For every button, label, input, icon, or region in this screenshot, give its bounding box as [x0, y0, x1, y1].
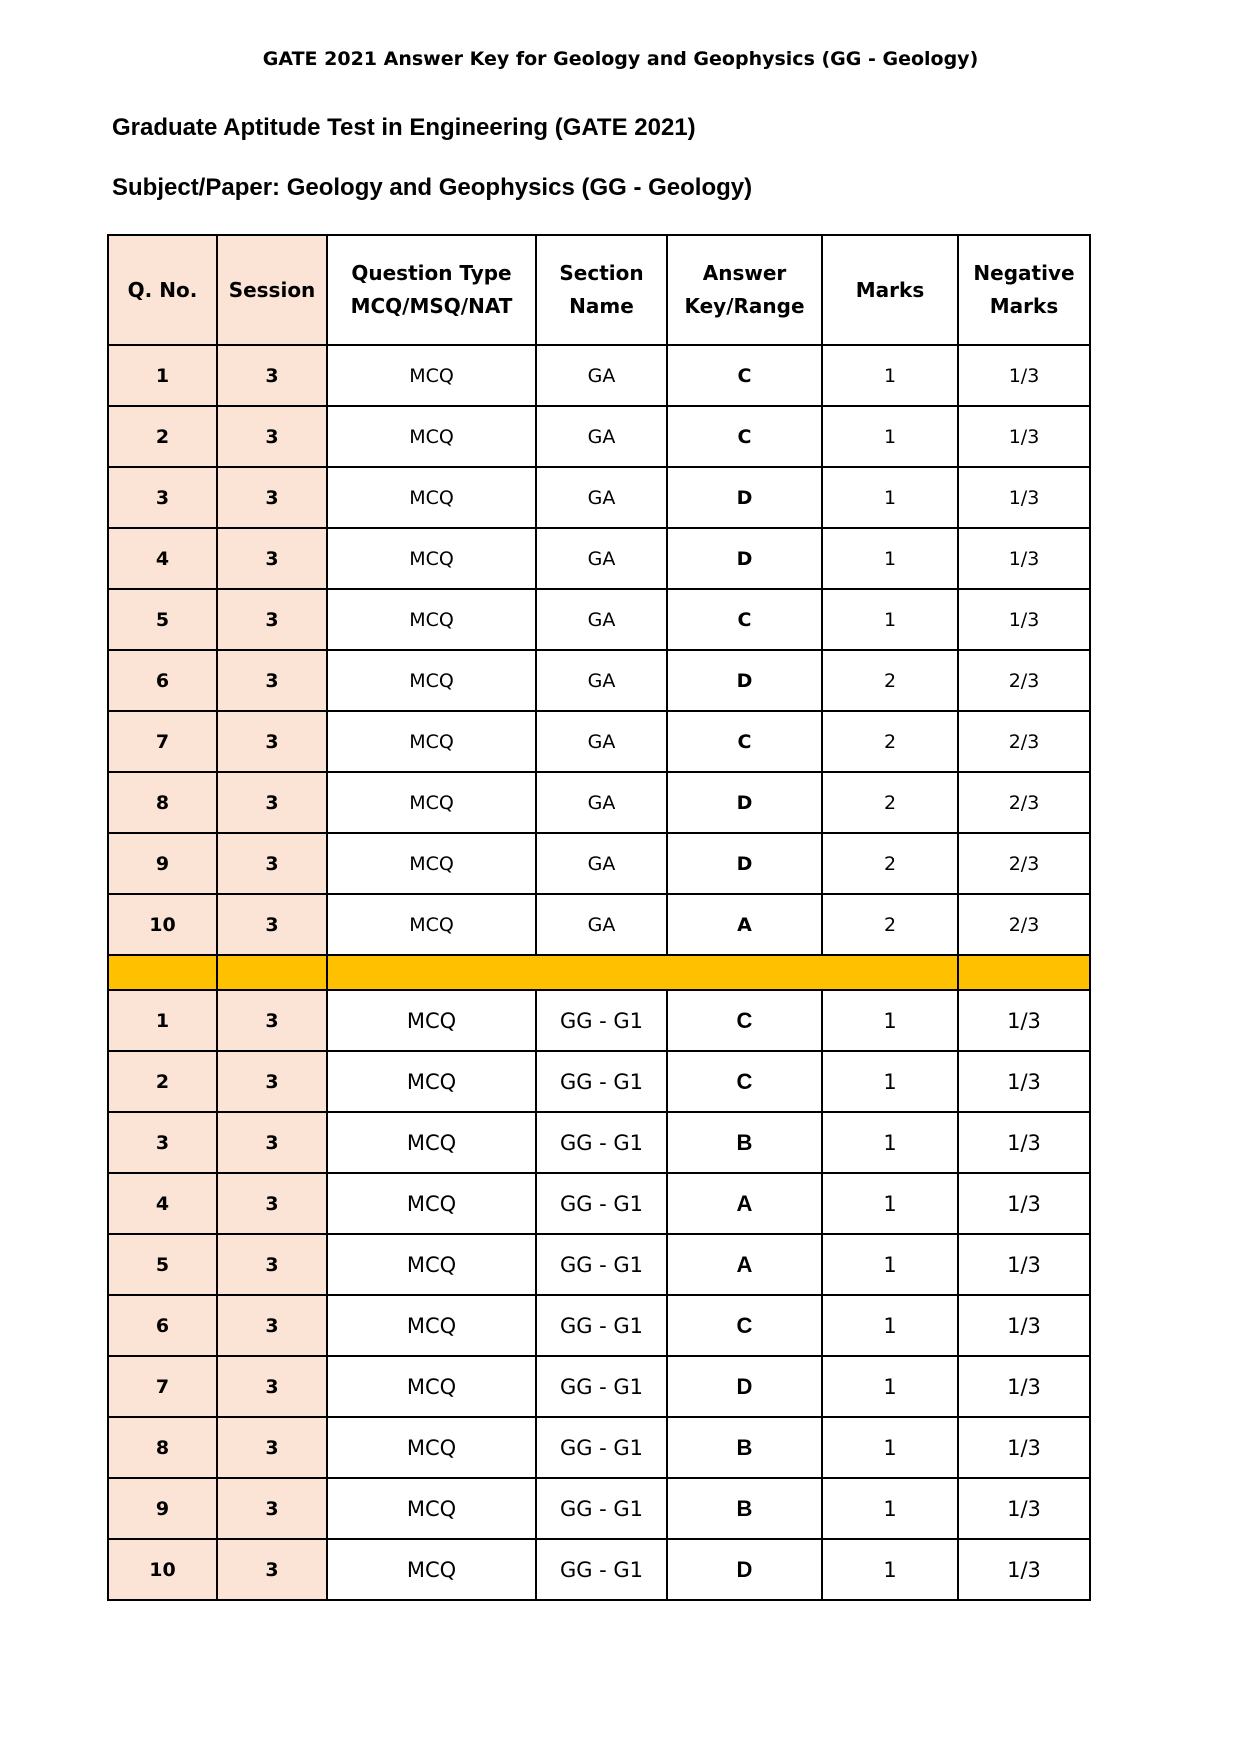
cell-question-type: MCQ — [327, 1478, 536, 1539]
cell-question-type: MCQ — [327, 1234, 536, 1295]
cell-question-type: MCQ — [327, 1539, 536, 1600]
page-header: GATE 2021 Answer Key for Geology and Geophysics (GG - Geology) — [262, 48, 979, 70]
cell-marks: 2 — [822, 772, 958, 833]
separator-cell — [217, 955, 327, 990]
header-marks — [822, 235, 958, 345]
cell-answer-key: A — [667, 1234, 822, 1295]
header-marks-label: Marks — [855, 277, 925, 302]
cell-question-type: MCQ — [327, 1417, 536, 1478]
cell-session: 3 — [217, 990, 327, 1051]
section-separator-row — [108, 955, 1090, 990]
cell-negative-marks: 2/3 — [958, 894, 1090, 955]
cell-section-name: GA — [536, 406, 667, 467]
cell-negative-marks: 1/3 — [958, 467, 1090, 528]
table-row — [108, 1417, 1090, 1478]
cell-section-name: GG - G1 — [536, 1356, 667, 1417]
table-row — [108, 833, 1090, 894]
cell-marks: 1 — [822, 1478, 958, 1539]
cell-marks: 1 — [822, 528, 958, 589]
cell-session: 3 — [217, 589, 327, 650]
header-answer-line1: Answer — [702, 261, 787, 285]
table-row — [108, 1234, 1090, 1295]
cell-answer-key: A — [667, 1173, 822, 1234]
cell-marks: 2 — [822, 833, 958, 894]
cell-answer-key: D — [667, 650, 822, 711]
cell-qno: 2 — [108, 1051, 217, 1112]
cell-section-name: GG - G1 — [536, 990, 667, 1051]
cell-negative-marks: 2/3 — [958, 833, 1090, 894]
cell-session: 3 — [217, 833, 327, 894]
cell-section-name: GG - G1 — [536, 1051, 667, 1112]
cell-qno: 6 — [108, 650, 217, 711]
table-row — [108, 1295, 1090, 1356]
cell-negative-marks: 1/3 — [958, 1356, 1090, 1417]
table-row — [108, 467, 1090, 528]
cell-marks: 1 — [822, 345, 958, 406]
cell-question-type: MCQ — [327, 1356, 536, 1417]
cell-marks: 1 — [822, 1417, 958, 1478]
cell-marks: 1 — [822, 589, 958, 650]
cell-question-type: MCQ — [327, 467, 536, 528]
cell-question-type: MCQ — [327, 589, 536, 650]
cell-negative-marks: 1/3 — [958, 1173, 1090, 1234]
cell-section-name: GA — [536, 894, 667, 955]
cell-negative-marks: 1/3 — [958, 528, 1090, 589]
table-row — [108, 772, 1090, 833]
header-section-name — [536, 235, 667, 345]
cell-qno: 9 — [108, 1478, 217, 1539]
cell-marks: 1 — [822, 1234, 958, 1295]
cell-section-name: GA — [536, 467, 667, 528]
cell-answer-key: B — [667, 1112, 822, 1173]
cell-marks: 1 — [822, 1539, 958, 1600]
cell-qno: 10 — [108, 1539, 217, 1600]
cell-question-type: MCQ — [327, 406, 536, 467]
header-question-type — [327, 235, 536, 345]
header-qtype-line2: MCQ/MSQ/NAT — [350, 294, 513, 318]
cell-session: 3 — [217, 1478, 327, 1539]
answer-key-table — [107, 234, 1091, 1601]
cell-session: 3 — [217, 406, 327, 467]
cell-question-type: MCQ — [327, 1173, 536, 1234]
cell-marks: 1 — [822, 1173, 958, 1234]
cell-section-name: GA — [536, 711, 667, 772]
table-header-row — [108, 235, 1090, 345]
cell-answer-key: B — [667, 1417, 822, 1478]
cell-session: 3 — [217, 528, 327, 589]
cell-question-type: MCQ — [327, 650, 536, 711]
cell-negative-marks: 1/3 — [958, 1051, 1090, 1112]
header-qno — [108, 235, 217, 345]
cell-qno: 4 — [108, 1173, 217, 1234]
table-row — [108, 894, 1090, 955]
cell-marks: 1 — [822, 1051, 958, 1112]
cell-question-type: MCQ — [327, 1051, 536, 1112]
cell-session: 3 — [217, 1417, 327, 1478]
cell-marks: 1 — [822, 1112, 958, 1173]
header-session-label: Session — [228, 277, 316, 302]
table-row — [108, 1539, 1090, 1600]
cell-session: 3 — [217, 1112, 327, 1173]
cell-session: 3 — [217, 1356, 327, 1417]
cell-qno: 1 — [108, 990, 217, 1051]
cell-negative-marks: 1/3 — [958, 1417, 1090, 1478]
table-row — [108, 650, 1090, 711]
cell-qno: 8 — [108, 772, 217, 833]
cell-session: 3 — [217, 345, 327, 406]
cell-negative-marks: 1/3 — [958, 1112, 1090, 1173]
cell-session: 3 — [217, 1051, 327, 1112]
header-negative-line1: Negative — [973, 261, 1075, 285]
cell-qno: 2 — [108, 406, 217, 467]
cell-session: 3 — [217, 467, 327, 528]
cell-marks: 2 — [822, 894, 958, 955]
cell-negative-marks: 2/3 — [958, 772, 1090, 833]
cell-question-type: MCQ — [327, 1112, 536, 1173]
cell-marks: 1 — [822, 467, 958, 528]
cell-question-type: MCQ — [327, 1295, 536, 1356]
cell-session: 3 — [217, 772, 327, 833]
table-row — [108, 589, 1090, 650]
cell-section-name: GA — [536, 589, 667, 650]
cell-answer-key: C — [667, 711, 822, 772]
header-negative-line2: Marks — [989, 294, 1059, 318]
cell-negative-marks: 1/3 — [958, 1295, 1090, 1356]
cell-answer-key: B — [667, 1478, 822, 1539]
cell-section-name: GG - G1 — [536, 1112, 667, 1173]
cell-answer-key: D — [667, 1356, 822, 1417]
cell-qno: 3 — [108, 1112, 217, 1173]
cell-section-name: GA — [536, 650, 667, 711]
cell-session: 3 — [217, 1295, 327, 1356]
cell-negative-marks: 2/3 — [958, 711, 1090, 772]
cell-negative-marks: 1/3 — [958, 1539, 1090, 1600]
table-row — [108, 406, 1090, 467]
separator-cell — [108, 955, 217, 990]
cell-qno: 3 — [108, 467, 217, 528]
cell-answer-key: C — [667, 345, 822, 406]
header-qno-label: Q. No. — [127, 277, 198, 302]
cell-question-type: MCQ — [327, 711, 536, 772]
table-row — [108, 345, 1090, 406]
cell-question-type: MCQ — [327, 833, 536, 894]
cell-negative-marks: 1/3 — [958, 1234, 1090, 1295]
cell-answer-key: D — [667, 528, 822, 589]
cell-negative-marks: 2/3 — [958, 650, 1090, 711]
cell-negative-marks: 1/3 — [958, 406, 1090, 467]
cell-qno: 5 — [108, 1234, 217, 1295]
header-answer-line2: Key/Range — [684, 294, 805, 318]
header-negative-marks — [958, 235, 1090, 345]
cell-answer-key: C — [667, 990, 822, 1051]
cell-section-name: GG - G1 — [536, 1478, 667, 1539]
cell-qno: 7 — [108, 1356, 217, 1417]
cell-question-type: MCQ — [327, 894, 536, 955]
cell-answer-key: C — [667, 1295, 822, 1356]
table-row — [108, 1051, 1090, 1112]
table-row — [108, 1173, 1090, 1234]
cell-qno: 5 — [108, 589, 217, 650]
cell-marks: 1 — [822, 1295, 958, 1356]
cell-answer-key: D — [667, 1539, 822, 1600]
cell-session: 3 — [217, 1173, 327, 1234]
cell-section-name: GG - G1 — [536, 1417, 667, 1478]
table-row — [108, 528, 1090, 589]
table-row — [108, 1356, 1090, 1417]
table-row — [108, 1112, 1090, 1173]
cell-negative-marks: 1/3 — [958, 345, 1090, 406]
cell-qno: 4 — [108, 528, 217, 589]
cell-section-name: GG - G1 — [536, 1234, 667, 1295]
cell-section-name: GA — [536, 528, 667, 589]
cell-question-type: MCQ — [327, 990, 536, 1051]
header-section-line1: Section — [559, 261, 644, 285]
cell-answer-key: C — [667, 589, 822, 650]
header-answer-key — [667, 235, 822, 345]
header-qtype-line1: Question Type — [351, 261, 512, 285]
cell-session: 3 — [217, 711, 327, 772]
cell-marks: 1 — [822, 1356, 958, 1417]
cell-marks: 2 — [822, 650, 958, 711]
cell-qno: 7 — [108, 711, 217, 772]
cell-answer-key: D — [667, 467, 822, 528]
cell-marks: 1 — [822, 406, 958, 467]
cell-answer-key: C — [667, 406, 822, 467]
cell-qno: 6 — [108, 1295, 217, 1356]
separator-cell — [958, 955, 1090, 990]
table-row — [108, 990, 1090, 1051]
table-row — [108, 1478, 1090, 1539]
cell-section-name: GG - G1 — [536, 1173, 667, 1234]
cell-session: 3 — [217, 1234, 327, 1295]
cell-negative-marks: 1/3 — [958, 990, 1090, 1051]
table-row — [108, 711, 1090, 772]
cell-qno: 9 — [108, 833, 217, 894]
cell-negative-marks: 1/3 — [958, 1478, 1090, 1539]
cell-section-name: GA — [536, 833, 667, 894]
cell-negative-marks: 1/3 — [958, 589, 1090, 650]
cell-qno: 8 — [108, 1417, 217, 1478]
cell-answer-key: C — [667, 1051, 822, 1112]
cell-marks: 1 — [822, 990, 958, 1051]
cell-question-type: MCQ — [327, 772, 536, 833]
cell-session: 3 — [217, 1539, 327, 1600]
cell-section-name: GA — [536, 772, 667, 833]
header-section-line2: Name — [569, 294, 634, 318]
cell-answer-key: D — [667, 772, 822, 833]
cell-session: 3 — [217, 650, 327, 711]
cell-qno: 10 — [108, 894, 217, 955]
cell-marks: 2 — [822, 711, 958, 772]
cell-answer-key: D — [667, 833, 822, 894]
cell-section-name: GG - G1 — [536, 1539, 667, 1600]
cell-section-name: GG - G1 — [536, 1295, 667, 1356]
cell-session: 3 — [217, 894, 327, 955]
document-title: Graduate Aptitude Test in Engineering (GATE 2021) — [112, 114, 696, 141]
separator-cell — [327, 955, 958, 990]
cell-section-name: GA — [536, 345, 667, 406]
cell-qno: 1 — [108, 345, 217, 406]
cell-question-type: MCQ — [327, 528, 536, 589]
document-subtitle: Subject/Paper: Geology and Geophysics (GG - Geology) — [112, 174, 753, 201]
cell-answer-key: A — [667, 894, 822, 955]
cell-question-type: MCQ — [327, 345, 536, 406]
header-session — [217, 235, 327, 345]
